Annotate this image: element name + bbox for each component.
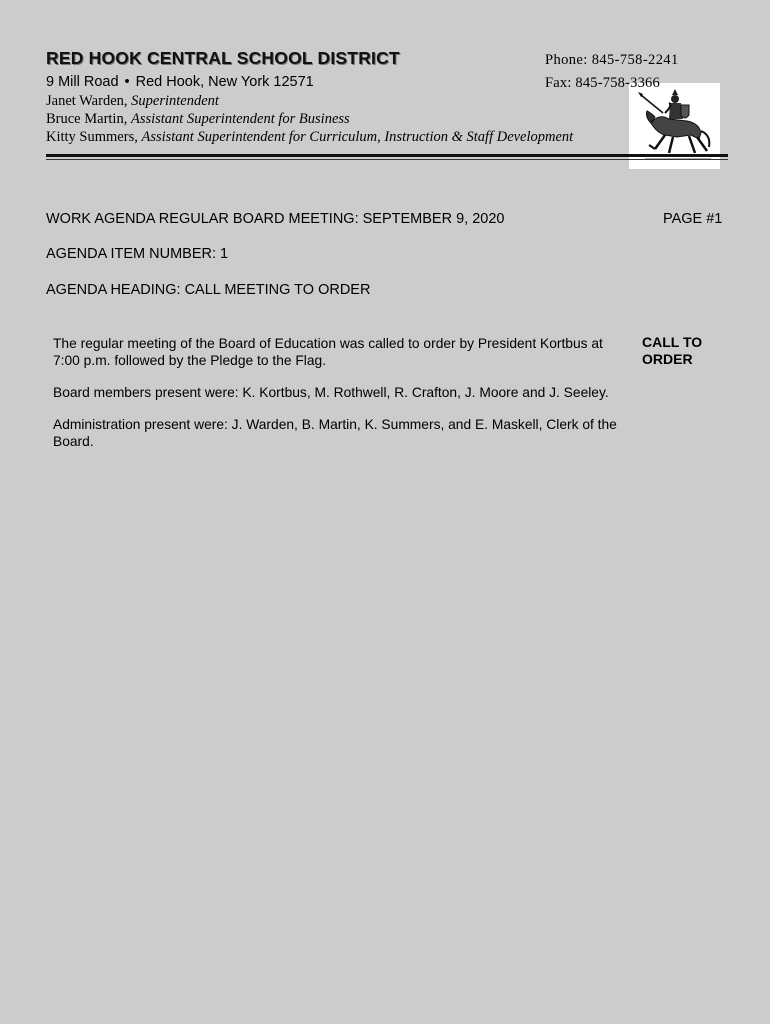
letterhead-divider-thick — [46, 154, 728, 157]
district-address — [46, 74, 314, 90]
fax-number: Fax: 845-758-3366 — [545, 75, 660, 91]
agenda-title: WORK AGENDA REGULAR BOARD MEETING: SEPTEMBER 9, 2020 — [46, 211, 505, 227]
phone-number: Phone: 845-758-2241 — [545, 52, 679, 68]
staff-name: Bruce Martin, — [46, 111, 131, 127]
page-number: PAGE #1 — [663, 211, 723, 227]
staff-name: Kitty Summers, — [46, 129, 142, 145]
agenda-item-number: AGENDA ITEM NUMBER: 1 — [46, 246, 229, 262]
staff-line-curriculum — [46, 129, 573, 146]
address-city: Red Hook, New York 12571 — [135, 74, 314, 90]
letterhead-divider-thin — [46, 159, 728, 160]
address-bullet: • — [124, 74, 130, 90]
agenda-heading: AGENDA HEADING: CALL MEETING TO ORDER — [46, 282, 371, 298]
staff-title: Assistant Superintendent for Curriculum, Instruction & Staff Development — [141, 129, 574, 145]
staff-line-superintendent — [46, 93, 219, 110]
staff-title: Assistant Superintendent for Business — [130, 111, 350, 127]
staff-name: Janet Warden, — [46, 93, 132, 109]
staff-line-business — [46, 111, 350, 128]
side-heading: CALL TO ORDER — [642, 334, 703, 367]
staff-title: Superintendent — [131, 93, 219, 109]
minutes-paragraph-call-to-order: The regular meeting of the Board of Education was called to order by President Kortbus at 7:00 p.m. followed by the Pledge to the Flag. — [53, 336, 603, 368]
minutes-paragraph-board-members: Board members present were: K. Kortbus, M. Rothwell, R. Crafton, J. Moore and J. Seeley. — [53, 385, 609, 400]
district-name: RED HOOK CENTRAL SCHOOL DISTRICT — [46, 48, 400, 68]
minutes-paragraph-administration: Administration present were: J. Warden, B. Martin, K. Summers, and E. Maskell, Clerk of the Board. — [53, 417, 617, 449]
address-street: 9 Mill Road — [46, 74, 119, 90]
